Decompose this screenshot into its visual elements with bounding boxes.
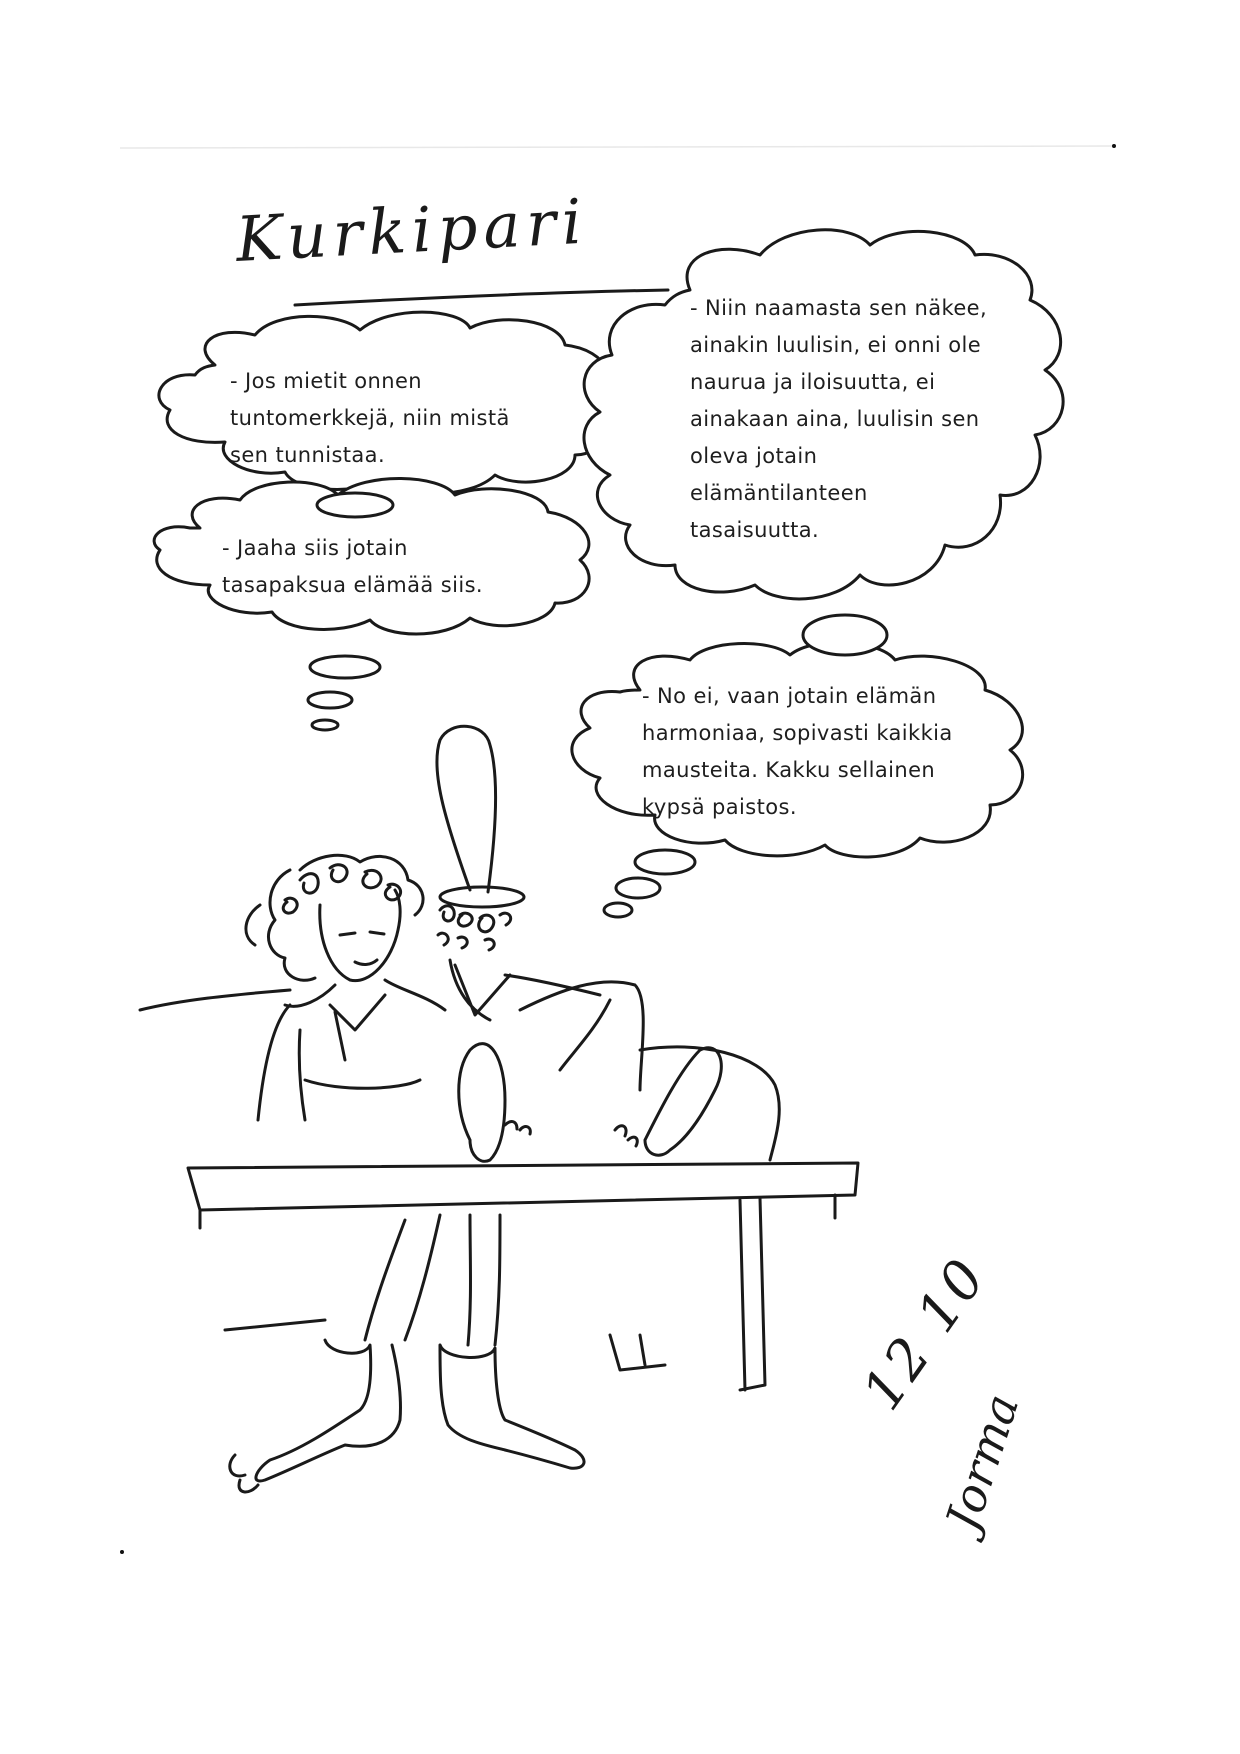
bubble-1-text [230,363,510,474]
thought-dot [803,615,887,655]
bubble-2-line: oleva jotain [690,444,818,468]
thought-dot [308,692,352,708]
scan-dot-top [1112,144,1116,148]
bubble-2-line: naurua ja iloisuutta, ei [690,370,936,394]
bubble-2-line: - Niin naamasta sen näkee, [690,296,988,320]
thought-dot [317,493,393,517]
bubble-1-line: sen tunnistaa. [230,443,386,467]
scan-dot-bottom [120,1550,124,1554]
thought-dot [616,878,660,898]
bubble-4-line: mausteita. Kakku sellainen [642,758,936,782]
signature-name: Jorma [935,1387,1030,1537]
bubble-1-line: tuntomerkkejä, niin mistä [230,406,510,430]
signature-date: 12 10 [850,1246,999,1422]
bubble-1-line: - Jos mietit onnen [230,369,422,393]
bubble-4-line: harmoniaa, sopivasti kaikkia [642,721,953,745]
comic-title: Kurkipari [234,184,590,276]
thought-dot [310,656,380,678]
bubble-4-line: - No ei, vaan jotain elämän [642,684,937,708]
bubble-2-text [690,290,987,549]
bubble-4-text [642,678,953,826]
bubble-3-text [222,530,483,604]
bubble-2-line: elämäntilanteen [690,481,868,505]
thought-dot [635,850,695,874]
bubble-3-line: - Jaaha siis jotain [222,536,408,560]
bubble-3-line: tasapaksua elämää siis. [222,573,483,597]
thought-dot [604,903,632,917]
bubble-2-line: ainakaan aina, luulisin sen [690,407,980,431]
bubble-2-line: ainakin luulisin, ei onni ole [690,333,982,357]
bubble-4-line: kypsä paistos. [642,795,797,819]
thought-dot [312,720,338,730]
bubble-2-line: tasaisuutta. [690,518,820,542]
